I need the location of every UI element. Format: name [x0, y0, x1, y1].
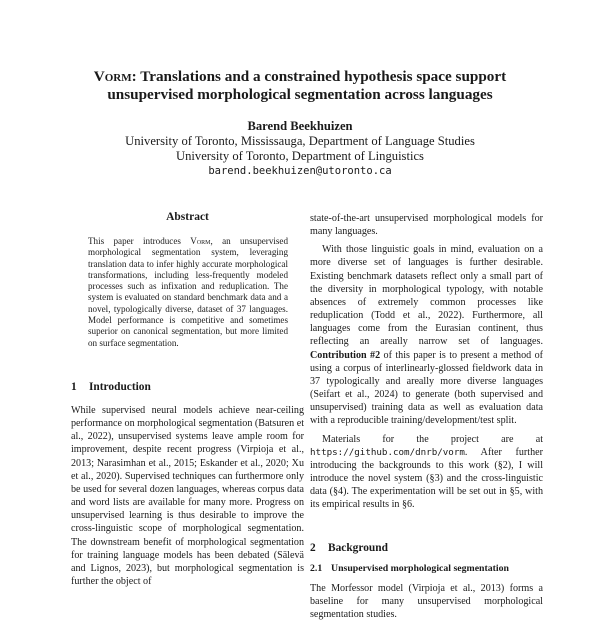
section-title: Introduction	[89, 381, 151, 393]
affiliation-2: University of Toronto, Department of Linguistics	[176, 149, 424, 163]
title-line-1: Translations and a constrained hypothesis space support	[136, 68, 507, 85]
subsection-heading	[310, 563, 543, 575]
background-paragraph: The Morfessor model (Virpioja et al., 2013) forms a baseline for many unsupervised morphological segmentation studies.	[310, 583, 543, 621]
background-text	[310, 582, 543, 626]
right-paragraph-2	[310, 243, 543, 427]
section-title: Background	[328, 542, 388, 554]
p3-after: . After further introducing the backgrounds to this work (§2), I will introduce the novel system (§3) and the cross-linguistic data (§4). The experimentation will be set out in §5, with its empirical results in §6.	[310, 446, 543, 511]
p2-before: With those linguistic goals in mind, evaluation on a more diverse set of languages is further desirable. Existing benchmark datasets reflect only a small part of the diversity in morphological typology, with notable absences of extremely common processes like reduplication (Todd et al., 2022). Furthermore, all languages come from the Eurasian continent, thus reflecting an areally narrow set of languages.	[310, 244, 543, 348]
section-heading-background	[310, 541, 543, 555]
author-block	[40, 119, 560, 179]
abstract-heading: Abstract	[166, 211, 209, 223]
section-heading-introduction	[71, 380, 304, 394]
right-column-text	[310, 212, 543, 516]
title-line-2: unsupervised morphological segmentation across languages	[107, 86, 493, 103]
subsection-number: 2.1	[310, 563, 323, 574]
title-system-name: Vorm:	[93, 68, 137, 85]
paper-title	[40, 68, 560, 104]
author-email: barend.beekhuizen@utoronto.ca	[208, 165, 392, 177]
p2-after: of this paper is to present a method of using a corpus of interlinearly-glossed fieldwork data in 37 typologically and areally more diverse languages (Seifart et al., 2024) to generate (both supervised and unsupervised) training data as well as evaluation data with a reproducible training/development/test split.	[310, 349, 543, 427]
subsection-title: Unsupervised morphological segmentation	[331, 563, 509, 574]
abstract-system-name: Vorm	[190, 236, 211, 246]
right-paragraph-3	[310, 433, 543, 512]
abstract-text-after: , an unsupervised morphological segmentation system, leveraging translation data to infer highly accurate morphological transformations, including less-frequently modeled processes such as infixation and reduplication. The system is evaluated on standard benchmark data and a novel, typologically diverse, dataset of 37 languages. Model performance is competitive and sometimes superior on canonical segmentation, but more limited on surface segmentation.	[88, 236, 289, 348]
section-number: 1	[71, 381, 77, 393]
affiliation-1: University of Toronto, Mississauga, Department of Language Studies	[125, 134, 475, 148]
author-name: Barend Beekhuizen	[247, 119, 353, 133]
abstract-text-before: This paper introduces	[88, 236, 191, 246]
section-number: 2	[310, 542, 316, 554]
right-paragraph-1: state-of-the-art unsupervised morphological models for many languages.	[310, 213, 543, 238]
introduction-text	[71, 404, 304, 593]
p3-before: Materials for the project are at	[322, 433, 543, 445]
contribution-label: Contribution #2	[310, 349, 381, 361]
abstract-text	[88, 236, 288, 349]
project-url[interactable]: https://github.com/dnrb/vorm	[310, 446, 465, 458]
introduction-paragraph: While supervised neural models achieve near-ceiling performance on morphological segmentation (Batsuren et al., 2022), unsupervised systems leave ample room for improvement, despite recent progress (Virpioja et al., 2013; Narasimhan et al., 2015; Eskander et al., 2020; Xu et al., 2020). Supervised techniques can furthermore only be used for several dozen languages, whereas corpus data and word lists are available for many more. Progress on unsupervised learning is thus desirable to improve the cross-linguistic scope of morphological segmentation. The downstream benefit of morphological segmentation for training language models has been debated (Sälevä and Lignos, 2023), but morphological segmentation is further the object of	[71, 405, 304, 588]
